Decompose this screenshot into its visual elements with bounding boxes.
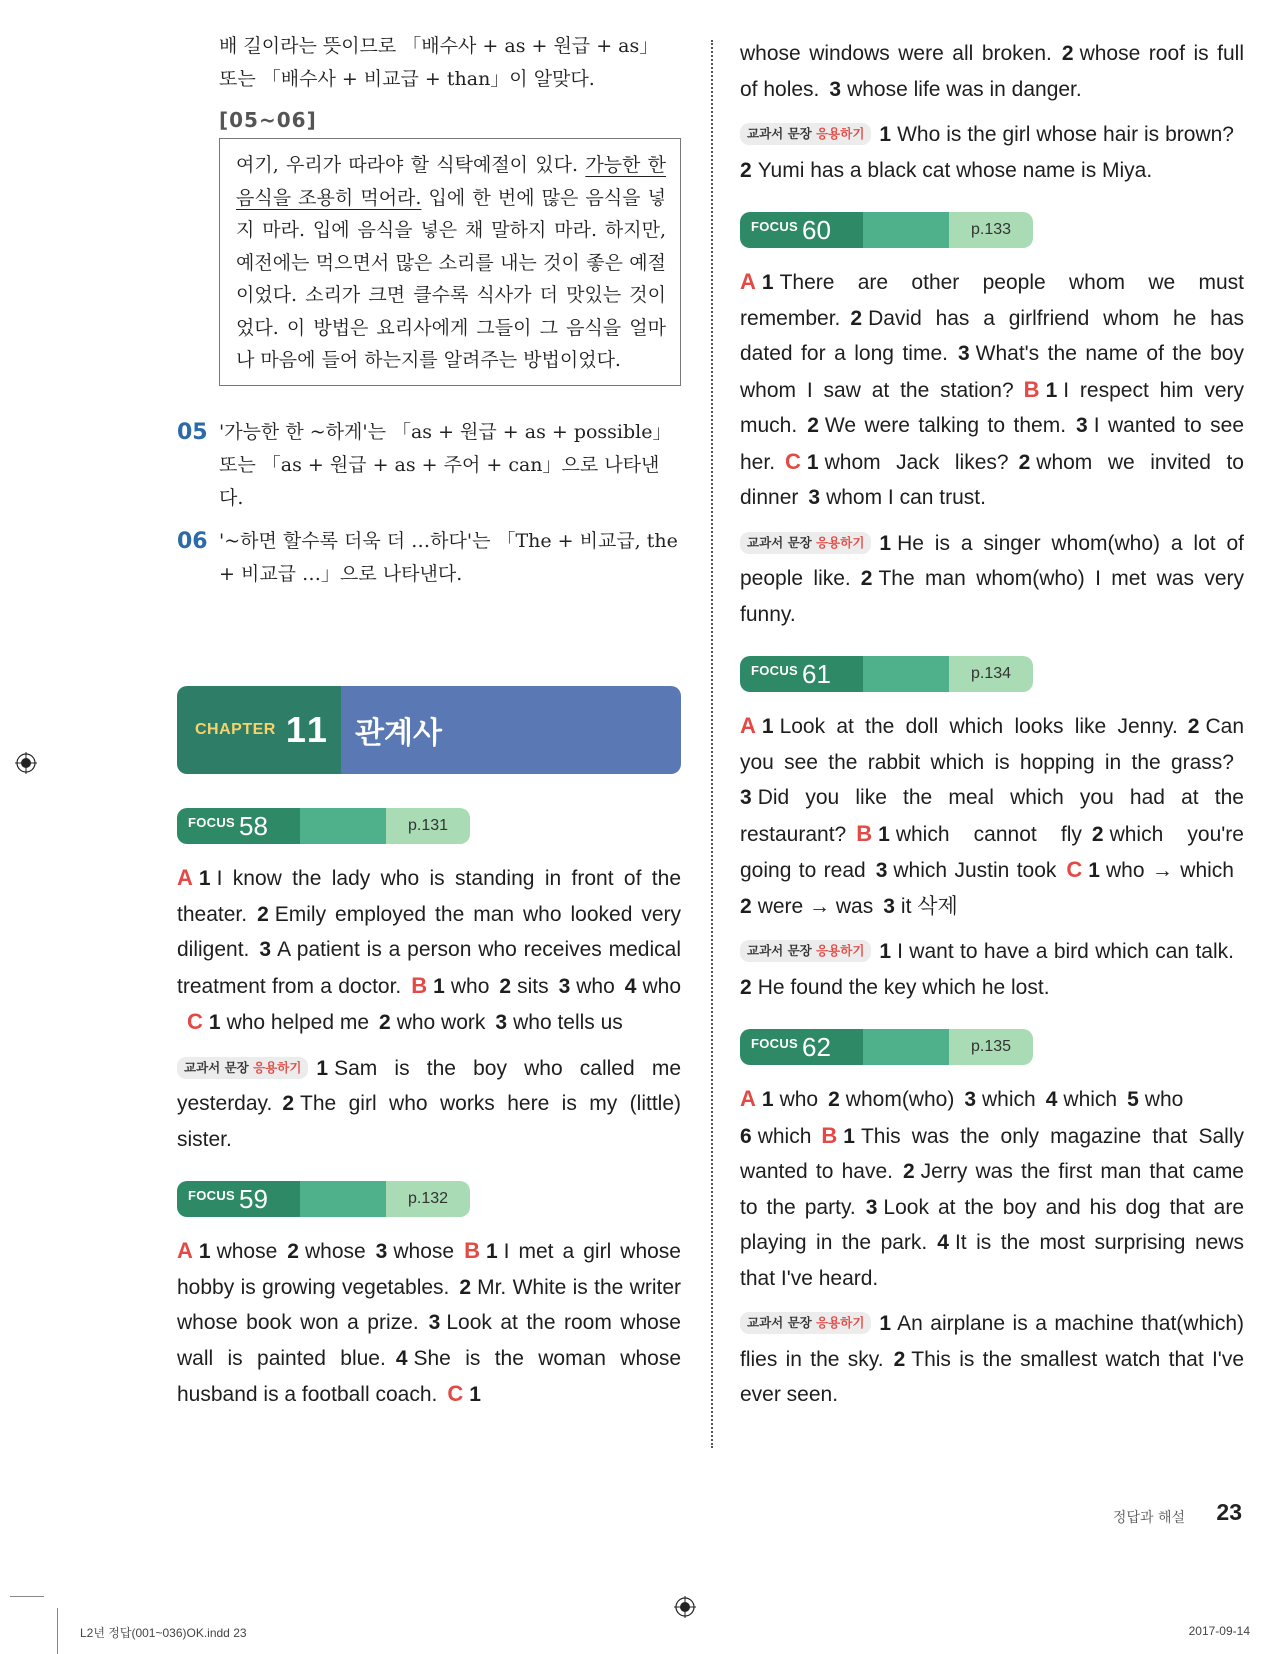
item-number: 1	[761, 271, 774, 294]
focus-page-ref: p.134	[949, 656, 1033, 692]
item-number: 3	[375, 1240, 388, 1263]
item-number: 2	[740, 975, 752, 999]
item-number: 5	[1127, 1088, 1139, 1111]
focus-label-block	[177, 808, 300, 844]
item-number: 2	[1091, 822, 1104, 846]
item-number: 1	[208, 1011, 221, 1034]
item-text: The girl who works here is my (little) sister.	[177, 1092, 681, 1151]
item-number: 2	[740, 158, 752, 182]
answer-section-letter: C	[187, 1009, 203, 1034]
item-number: 3	[865, 1195, 878, 1219]
item-number: 3	[1076, 414, 1088, 437]
focus-bar-middle	[863, 656, 949, 692]
focus-section-58	[177, 808, 681, 1157]
item-text: Jerry was the first man that came to the party.	[740, 1160, 1244, 1219]
textbook-application	[177, 1051, 681, 1158]
textbook-application	[740, 117, 1244, 188]
item-number: 2	[287, 1240, 299, 1263]
focus-page-ref: p.133	[949, 212, 1033, 248]
item-number: 1	[878, 822, 890, 846]
answer-section-letter: A	[177, 1238, 193, 1263]
item-number: 1	[879, 1312, 892, 1335]
answer-section-letter: C	[447, 1381, 464, 1406]
focus-word: FOCUS	[751, 1035, 798, 1051]
tag-highlight: 응용하기	[253, 1059, 302, 1075]
item-number: 1	[1088, 859, 1100, 882]
focus-number: 58	[239, 810, 268, 841]
item-number: 4	[624, 974, 637, 998]
tag-highlight: 응용하기	[816, 943, 865, 958]
item-text: There are other people whom we must remember.	[740, 271, 1244, 330]
section-label: [05~06]	[219, 108, 317, 132]
item-number: 1	[1045, 378, 1058, 402]
translation-box	[219, 138, 681, 386]
focus-header	[740, 212, 1033, 248]
focus-label-block	[740, 212, 863, 248]
item-text: which	[982, 1088, 1036, 1111]
item-text: whose roof is full of holes.	[740, 42, 1245, 101]
item-text: which you're going to read	[740, 822, 1244, 882]
item-number: 1	[198, 867, 211, 890]
item-number: 6	[740, 1124, 752, 1148]
textbook-application	[740, 934, 1244, 1005]
focus-number: 59	[239, 1183, 268, 1214]
item-number: 2	[860, 567, 873, 590]
textbook-tag	[740, 532, 871, 554]
focus-section-59	[177, 1181, 681, 1413]
item-text: which	[757, 1124, 812, 1148]
item-number: 3	[740, 786, 752, 809]
tag-highlight: 응용하기	[816, 534, 865, 550]
focus-section-61	[740, 656, 1244, 1005]
focus-section-60	[740, 212, 1244, 632]
column-divider	[711, 40, 713, 1448]
tag-highlight: 응용하기	[816, 1315, 865, 1330]
item-number: 1	[316, 1056, 329, 1080]
box-text-start: 여기, 우리가 따라야 할 식탁예절이 있다.	[236, 154, 586, 176]
print-slug-date: 2017-09-14	[1188, 1624, 1250, 1638]
note-number: 05	[177, 419, 208, 445]
answer-section-letter: A	[177, 865, 193, 890]
item-number: 2	[459, 1275, 472, 1299]
focus-page-ref: p.131	[386, 808, 470, 844]
item-text: Look at the doll which looks like Jenny.	[779, 715, 1178, 738]
textbook-tag	[740, 940, 871, 962]
textbook-application	[740, 1306, 1244, 1413]
left-column	[177, 30, 681, 601]
item-text: whose windows were all broken.	[740, 42, 1052, 65]
item-text: David has a girlfriend whom he has dated for a long time.	[740, 306, 1244, 365]
item-text: who	[779, 1088, 819, 1111]
item-text: The man whom(who) I met was very funny.	[740, 567, 1244, 626]
focus-header	[177, 808, 470, 844]
focus-59-continued	[740, 36, 1244, 188]
item-text: who helped me	[226, 1011, 370, 1034]
item-text: She is the woman whose husband is a football coach.	[177, 1346, 681, 1406]
focus-header	[177, 1181, 470, 1217]
note-text: '가능한 한 ~하게'는 「as + 원급 + as + possible」 또는 「as + 원급 + as + 주어 + can」으로 나타낸다.	[219, 420, 672, 509]
item-number: 2	[902, 1160, 915, 1183]
item-text: I know the lady who is standing in front of the theater.	[177, 867, 681, 926]
item-number: 1	[198, 1240, 211, 1263]
focus-page-ref: p.132	[386, 1181, 470, 1217]
item-text: who	[450, 974, 490, 998]
item-text: Can you see the rabbit which is hopping in the grass?	[740, 715, 1244, 774]
item-text: which cannot fly	[895, 822, 1082, 846]
left-focus-column	[177, 808, 681, 1437]
item-number: 2	[1061, 42, 1074, 65]
focus-label-block	[740, 1029, 863, 1065]
answer-section-letter: C	[1066, 857, 1083, 882]
item-number: 3	[495, 1011, 508, 1034]
chapter-number-block	[177, 686, 341, 774]
focus-bar-middle	[863, 212, 949, 248]
item-text: Who is the girl whose hair is brown?	[897, 123, 1234, 146]
focus-page-ref: p.135	[949, 1029, 1033, 1065]
answer-section-letter: B	[464, 1238, 480, 1263]
focus-label-block	[740, 656, 863, 692]
item-text: Yumi has a black cat whose name is Miya.	[757, 158, 1153, 182]
answer-paragraph	[740, 1081, 1244, 1296]
item-text: who work	[396, 1011, 486, 1034]
intro-text: 배 길이라는 뜻이므로 「배수사 + as + 원급 + as」 또는 「배수사 + 비교급 + than」이 알맞다.	[219, 35, 659, 90]
item-number: 1	[469, 1383, 481, 1406]
item-text: I respect him very much.	[740, 378, 1244, 437]
chapter-banner	[177, 686, 681, 774]
item-number: 2	[282, 1092, 295, 1115]
chapter-title: 관계사	[341, 686, 681, 774]
tag-highlight: 응용하기	[816, 126, 865, 141]
item-text: who	[642, 974, 681, 998]
item-text: who	[1144, 1088, 1184, 1111]
answer-section-letter: A	[740, 713, 756, 738]
item-number: 4	[937, 1231, 949, 1254]
right-column	[740, 36, 1244, 1437]
explanation-notes	[177, 416, 681, 591]
focus-label-block	[177, 1181, 300, 1217]
item-text: Mr. White is the writer whose book won a prize.	[177, 1275, 682, 1334]
item-number: 3	[558, 974, 571, 998]
answer-paragraph	[177, 1233, 681, 1413]
tag-text: 교과서 문장	[747, 943, 812, 958]
tag-text: 교과서 문장	[747, 126, 812, 141]
item-number: 2	[807, 414, 819, 437]
item-number: 1	[879, 531, 892, 555]
item-number: 2	[379, 1011, 391, 1034]
item-number: 3	[829, 77, 842, 101]
item-text: He found the key which he lost.	[757, 975, 1050, 999]
item-text: It is the most surprising news that I've heard.	[740, 1231, 1244, 1290]
item-text: which	[1063, 1088, 1118, 1111]
answer-section-letter: B	[821, 1122, 838, 1148]
item-text: whom Jack likes?	[824, 450, 1009, 474]
item-text: who → which	[1105, 859, 1234, 882]
page-number: 23	[1216, 1499, 1242, 1525]
item-text: whose	[216, 1240, 278, 1263]
item-text: were → was	[757, 894, 874, 918]
focus-header	[740, 656, 1033, 692]
item-number: 1	[879, 940, 892, 963]
item-text: This was the only magazine that Sally wanted to have.	[740, 1124, 1244, 1183]
note-text: '~하면 할수록 더욱 더 …하다'는 「The + 비교급, the + 비교급 …」으로 나타낸다.	[219, 529, 678, 585]
item-text: I want to have a bird which can talk.	[897, 940, 1234, 963]
item-text: whom we invited to dinner	[740, 450, 1244, 509]
textbook-tag	[740, 1312, 871, 1334]
item-number: 3	[957, 342, 970, 365]
note-number: 06	[177, 528, 208, 554]
focus-number: 62	[802, 1031, 831, 1062]
item-text: A patient is a person who receives medical treatment from a doctor.	[177, 938, 681, 998]
textbook-tag	[177, 1057, 308, 1079]
item-text: sits	[517, 974, 549, 998]
box-text-rest: 입에 한 번에 많은 음식을 넣지 마라. 입에 음식을 넣은 채 말하지 마라. 하지만, 예전에는 먹으면서 많은 소리를 내는 것이 좋은 예절이었다. 소리가 크면 클수록 식사가 더 맛있는 것이었다. 이 방법은 요리사에게 그들이 그 음식을 얼마나 마음에 들어 하는지를 알려주는 방법이었다.	[236, 186, 666, 371]
item-number: 1	[761, 1088, 774, 1111]
box-underlined-text: 가능한 한 음식을 조용히 먹어라.	[236, 154, 666, 209]
tag-text: 교과서 문장	[184, 1059, 249, 1075]
item-number: 1	[843, 1124, 855, 1148]
item-text: This is the smallest watch that I've ever seen.	[740, 1347, 1244, 1406]
item-number: 3	[964, 1088, 977, 1111]
item-number: 1	[806, 450, 819, 474]
focus-section-62	[740, 1029, 1244, 1413]
focus-word: FOCUS	[751, 662, 798, 678]
textbook-application	[740, 526, 1244, 633]
answer-section-letter: C	[785, 448, 801, 474]
item-number: 2	[1187, 715, 1200, 738]
focus-bar-middle	[300, 808, 386, 844]
item-number: 2	[499, 974, 512, 998]
crop-mark	[57, 1608, 58, 1654]
item-number: 2	[893, 1347, 906, 1371]
item-number: 2	[257, 902, 269, 926]
item-text: I wanted to see her.	[740, 414, 1244, 474]
answer-section-letter: B	[856, 820, 873, 846]
answer-section-letter: A	[740, 1086, 756, 1111]
chapter-word: CHAPTER	[195, 721, 276, 738]
item-text: Sam is the boy who called me yesterday.	[177, 1056, 681, 1115]
item-number: 3	[428, 1311, 441, 1334]
crop-mark	[10, 1596, 44, 1597]
focus-header	[740, 1029, 1033, 1065]
answer-paragraph	[740, 264, 1244, 516]
focus-number: 60	[802, 214, 831, 245]
print-slug-filename: L2년 정답(001~036)OK.indd 23	[80, 1626, 247, 1640]
item-text: whom I can trust.	[826, 486, 986, 509]
item-number: 2	[850, 306, 863, 330]
item-text: Did you like the meal which you had at the restaurant?	[740, 786, 1244, 846]
item-number: 1	[761, 715, 774, 738]
item-text: Look at the boy and his dog that are playing in the park.	[740, 1195, 1244, 1254]
answer-section-letter: A	[740, 269, 756, 294]
tag-text: 교과서 문장	[747, 1315, 812, 1330]
focus-number: 61	[802, 658, 831, 689]
item-text: which Justin took	[893, 859, 1057, 882]
item-text: whose life was in danger.	[847, 77, 1082, 101]
item-text: whose	[304, 1240, 366, 1263]
item-number: 2	[740, 894, 752, 918]
textbook-tag	[740, 123, 871, 145]
item-number: 1	[433, 974, 445, 998]
registration-mark-icon	[15, 752, 37, 774]
item-text: What's the name of the boy whom I saw at the station?	[740, 342, 1244, 402]
item-text: it 삭제	[900, 894, 958, 918]
answer-paragraph	[740, 36, 1244, 107]
footer-section-title: 정답과 해설	[1112, 1510, 1185, 1526]
chapter-number: 11	[285, 709, 330, 750]
item-number: 3	[875, 859, 888, 882]
focus-word: FOCUS	[751, 218, 798, 234]
item-text: whom(who)	[845, 1088, 955, 1111]
item-number: 3	[883, 894, 895, 918]
item-number: 2	[1018, 450, 1031, 474]
item-number: 1	[879, 123, 892, 146]
note-item	[177, 416, 681, 515]
item-text: He is a singer whom(who) a lot of people like.	[740, 531, 1244, 590]
answer-paragraph	[177, 860, 681, 1041]
item-number: 4	[1045, 1088, 1058, 1111]
item-text: We were talking to them.	[824, 414, 1067, 437]
tag-text: 교과서 문장	[747, 534, 812, 550]
answer-section-letter: B	[1023, 376, 1040, 402]
item-text: whose	[393, 1240, 455, 1263]
item-text: Look at the room whose wall is painted blue.	[177, 1311, 681, 1370]
item-text: Emily employed the man who looked very diligent.	[177, 902, 681, 961]
item-number: 2	[828, 1088, 840, 1111]
item-text: who tells us	[513, 1011, 623, 1034]
focus-word: FOCUS	[188, 1187, 235, 1203]
focus-word: FOCUS	[188, 814, 235, 830]
item-number: 3	[808, 486, 821, 509]
focus-bar-middle	[863, 1029, 949, 1065]
item-number: 1	[485, 1240, 498, 1263]
item-text: who	[576, 974, 615, 998]
registration-mark-icon	[674, 1596, 696, 1618]
item-text: An airplane is a machine that(which) flies in the sky.	[740, 1312, 1244, 1371]
answer-section-letter: B	[411, 972, 428, 998]
answer-paragraph	[740, 708, 1244, 924]
item-text: I met a girl whose hobby is growing vegetables.	[177, 1240, 681, 1299]
item-number: 3	[259, 938, 272, 961]
focus-bar-middle	[300, 1181, 386, 1217]
note-item	[177, 525, 681, 591]
item-number: 4	[395, 1346, 408, 1370]
